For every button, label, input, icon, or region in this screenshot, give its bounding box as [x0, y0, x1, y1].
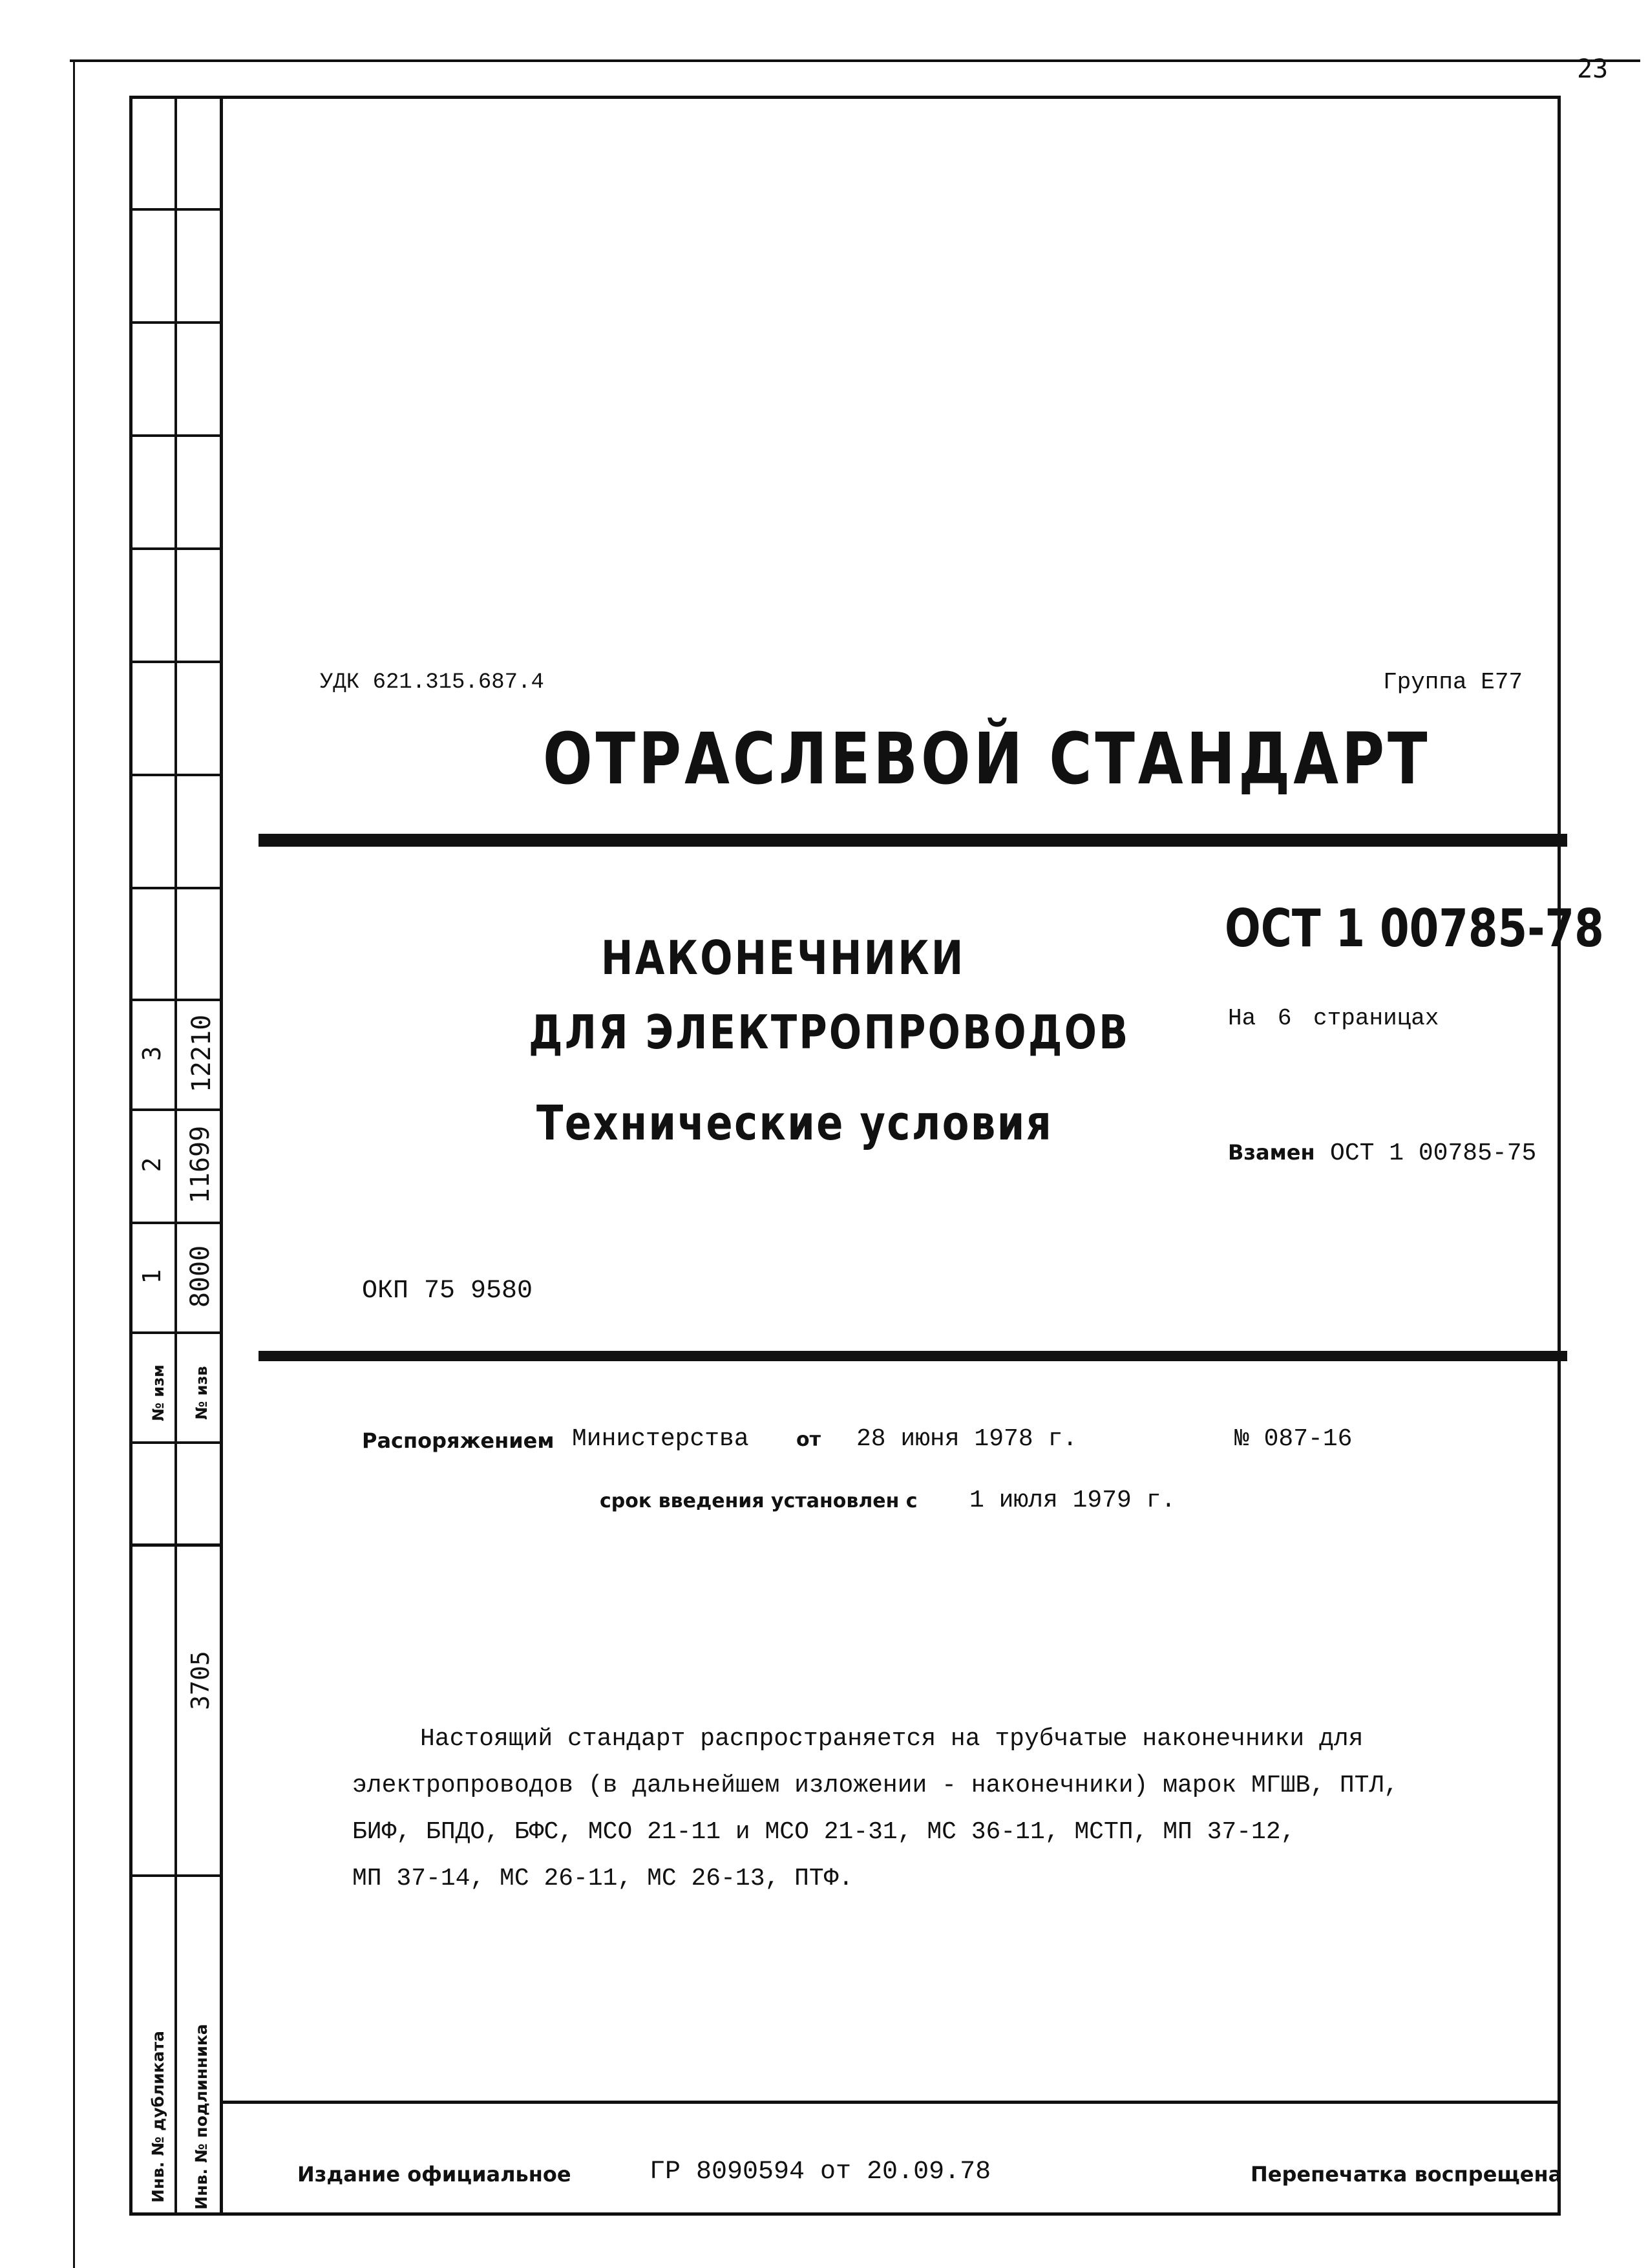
change-number-1: 1	[138, 1269, 166, 1284]
stamp-row-line	[129, 1108, 223, 1111]
stamp-row-line	[129, 999, 223, 1001]
stamp-row-line	[129, 321, 223, 324]
footer-official-edition: Издание официальное	[297, 2162, 571, 2187]
footer-reprint-prohibited: Перепечатка воспрещена	[1251, 2162, 1563, 2187]
stamp-row-line	[129, 547, 223, 550]
title-line-1: НАКОНЕЧНИКИ	[601, 931, 966, 985]
top-edge-line	[70, 59, 1640, 62]
order-from: от	[796, 1428, 821, 1451]
stamp-row-line	[129, 1543, 223, 1547]
udk-code: УДК 621.315.687.4	[320, 670, 544, 695]
order-label: Распоряжением	[362, 1428, 555, 1453]
pages-count: 6	[1277, 1005, 1292, 1032]
footer-registration: ГР 8090594 от 20.09.78	[650, 2157, 991, 2187]
effective-label: срок введения установлен с	[600, 1490, 918, 1512]
original-inv-label: Инв. № подлинника	[192, 2024, 211, 2210]
stamp-row-line	[129, 208, 223, 211]
original-inv-value: 3705	[186, 1651, 215, 1710]
change-number-3: 3	[138, 1046, 166, 1061]
notice-number-1: 8000	[185, 1245, 215, 1308]
notice-number-2: 11699	[185, 1125, 215, 1204]
standard-number: ОСТ 1 00785-78	[1225, 898, 1604, 959]
stamp-row-line	[129, 774, 223, 776]
side-stamp-divider	[174, 96, 177, 2216]
replaces-info	[1228, 1138, 1536, 1167]
subtitle: Технические условия	[536, 1096, 1053, 1151]
page-number: 23	[1577, 54, 1609, 84]
pages-prefix: На	[1228, 1005, 1256, 1032]
stamp-row-line	[129, 887, 223, 889]
stamp-row-line	[129, 1874, 223, 1877]
title-line-2: ДЛЯ ЭЛЕКТРОПРОВОДОВ	[529, 1005, 1130, 1059]
order-ministry: Министерства	[572, 1425, 749, 1453]
page-title: ОТРАСЛЕВОЙ СТАНДАРТ	[543, 717, 1431, 800]
duplicate-inv-label: Инв. № дубликата	[149, 2031, 167, 2203]
notice-number-3: 12210	[187, 1014, 217, 1093]
pages-info	[1228, 1005, 1439, 1032]
order-date: 28 июня 1978 г.	[856, 1425, 1078, 1453]
order-number: № 087-16	[1234, 1425, 1353, 1453]
effective-date: 1 июля 1979 г.	[969, 1487, 1176, 1514]
pages-suffix: страницах	[1313, 1005, 1439, 1032]
replaces-value: ОСТ 1 00785-75	[1330, 1139, 1537, 1167]
body-paragraph	[352, 1716, 1399, 1902]
group-code: Группа Е77	[1383, 669, 1523, 695]
label-notice-number: № изв	[193, 1366, 211, 1420]
stamp-row-line	[129, 434, 223, 437]
footer-separator	[223, 2101, 1561, 2104]
left-edge-line	[73, 59, 75, 2268]
body-line: МП 37-14, МС 26-11, МС 26-13, ПТФ.	[352, 1865, 854, 1892]
body-line: Настоящий стандарт распространяется на трубчатые наконечники для	[420, 1725, 1364, 1753]
label-change-number: № изм	[149, 1364, 167, 1421]
body-line: БИФ, БПДО, БФС, МСО 21-11 и МСО 21-31, МС 36-11, МСТП, МП 37-12,	[352, 1818, 1296, 1846]
okp-code: ОКП 75 9580	[362, 1277, 533, 1306]
stamp-row-line	[129, 1331, 223, 1334]
thick-rule-bottom	[259, 1351, 1567, 1361]
udk-line	[320, 669, 544, 695]
change-number-2: 2	[138, 1157, 166, 1172]
thick-rule-top	[259, 834, 1567, 847]
body-line: электропроводов (в дальнейшем изложении - наконечники) марок МГШВ, ПТЛ,	[352, 1772, 1399, 1799]
replaces-label: Взамен	[1228, 1140, 1315, 1165]
stamp-row-line	[129, 661, 223, 663]
stamp-row-line	[129, 1441, 223, 1444]
stamp-row-line	[129, 1222, 223, 1224]
